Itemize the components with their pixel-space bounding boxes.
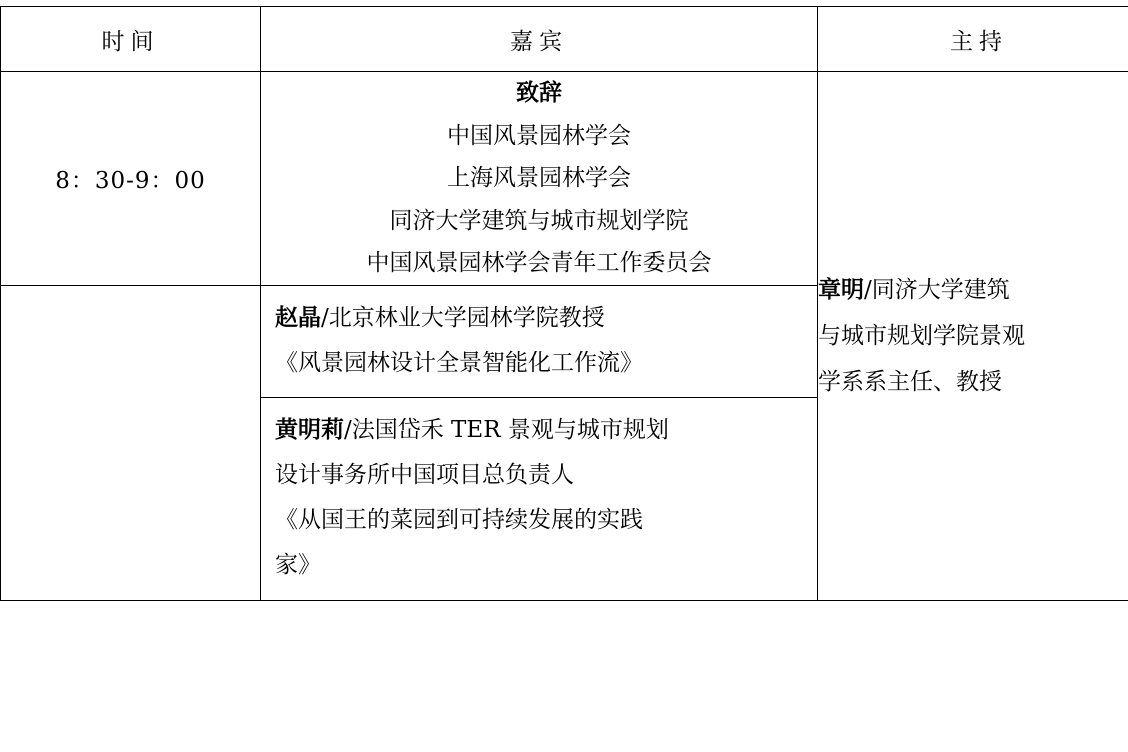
schedule-table xyxy=(0,6,1128,601)
column-header-guest-label: 嘉宾 xyxy=(510,28,568,55)
time-value: 8：30-9：00 xyxy=(55,167,206,194)
host-name: 章明 xyxy=(818,275,864,303)
cell-host-opening xyxy=(818,72,1128,601)
speaker-2-affiliation-text-1: /法国岱禾 TER 景观与城市规划 xyxy=(344,417,669,444)
cell-guest-opening xyxy=(261,72,818,286)
speaker-1-topic: 《风景园林设计全景智能化工作流》 xyxy=(275,349,643,376)
table-row xyxy=(1,72,1128,286)
guest-line-title: 致辞 xyxy=(516,79,562,106)
speaker-1-affiliation-text: /北京林业大学园林学院教授 xyxy=(321,304,605,331)
cell-time-opening xyxy=(1,72,261,286)
guest-line-org-1: 中国风景园林学会 xyxy=(447,122,631,149)
cell-time-empty xyxy=(1,285,261,600)
host-line-1 xyxy=(818,267,1128,313)
host-line-3: 学系系主任、教授 xyxy=(818,368,1002,395)
speaker-1-affiliation xyxy=(275,296,803,341)
guest-line-org-3: 同济大学建筑与城市规划学院 xyxy=(389,207,689,234)
column-header-host-label: 主持 xyxy=(950,28,1008,55)
speaker-2-topic-line-2: 家》 xyxy=(275,551,321,578)
table-header-row xyxy=(1,7,1128,72)
speaker-2-affiliation-line-1 xyxy=(275,408,803,453)
host-affiliation-part-1: /同济大学建筑 xyxy=(864,276,1010,303)
column-header-time xyxy=(1,7,261,72)
host-line-2: 与城市规划学院景观 xyxy=(818,322,1025,349)
guest-line-org-2: 上海风景园林学会 xyxy=(447,165,631,192)
cell-guest-speaker-1 xyxy=(261,285,818,398)
guest-line-org-4: 中国风景园林学会青年工作委员会 xyxy=(366,250,712,277)
speaker-2-affiliation-line-2: 设计事务所中国项目总负责人 xyxy=(275,462,574,489)
column-header-host xyxy=(818,7,1128,72)
speaker-2-name: 黄明莉 xyxy=(275,416,344,444)
speaker-1-name: 赵晶 xyxy=(275,303,321,331)
column-header-guest xyxy=(261,7,818,72)
speaker-2-topic-line-1: 《从国王的菜园到可持续发展的实践 xyxy=(275,507,643,534)
cell-guest-speaker-2 xyxy=(261,398,818,600)
column-header-time-label: 时间 xyxy=(101,28,160,55)
